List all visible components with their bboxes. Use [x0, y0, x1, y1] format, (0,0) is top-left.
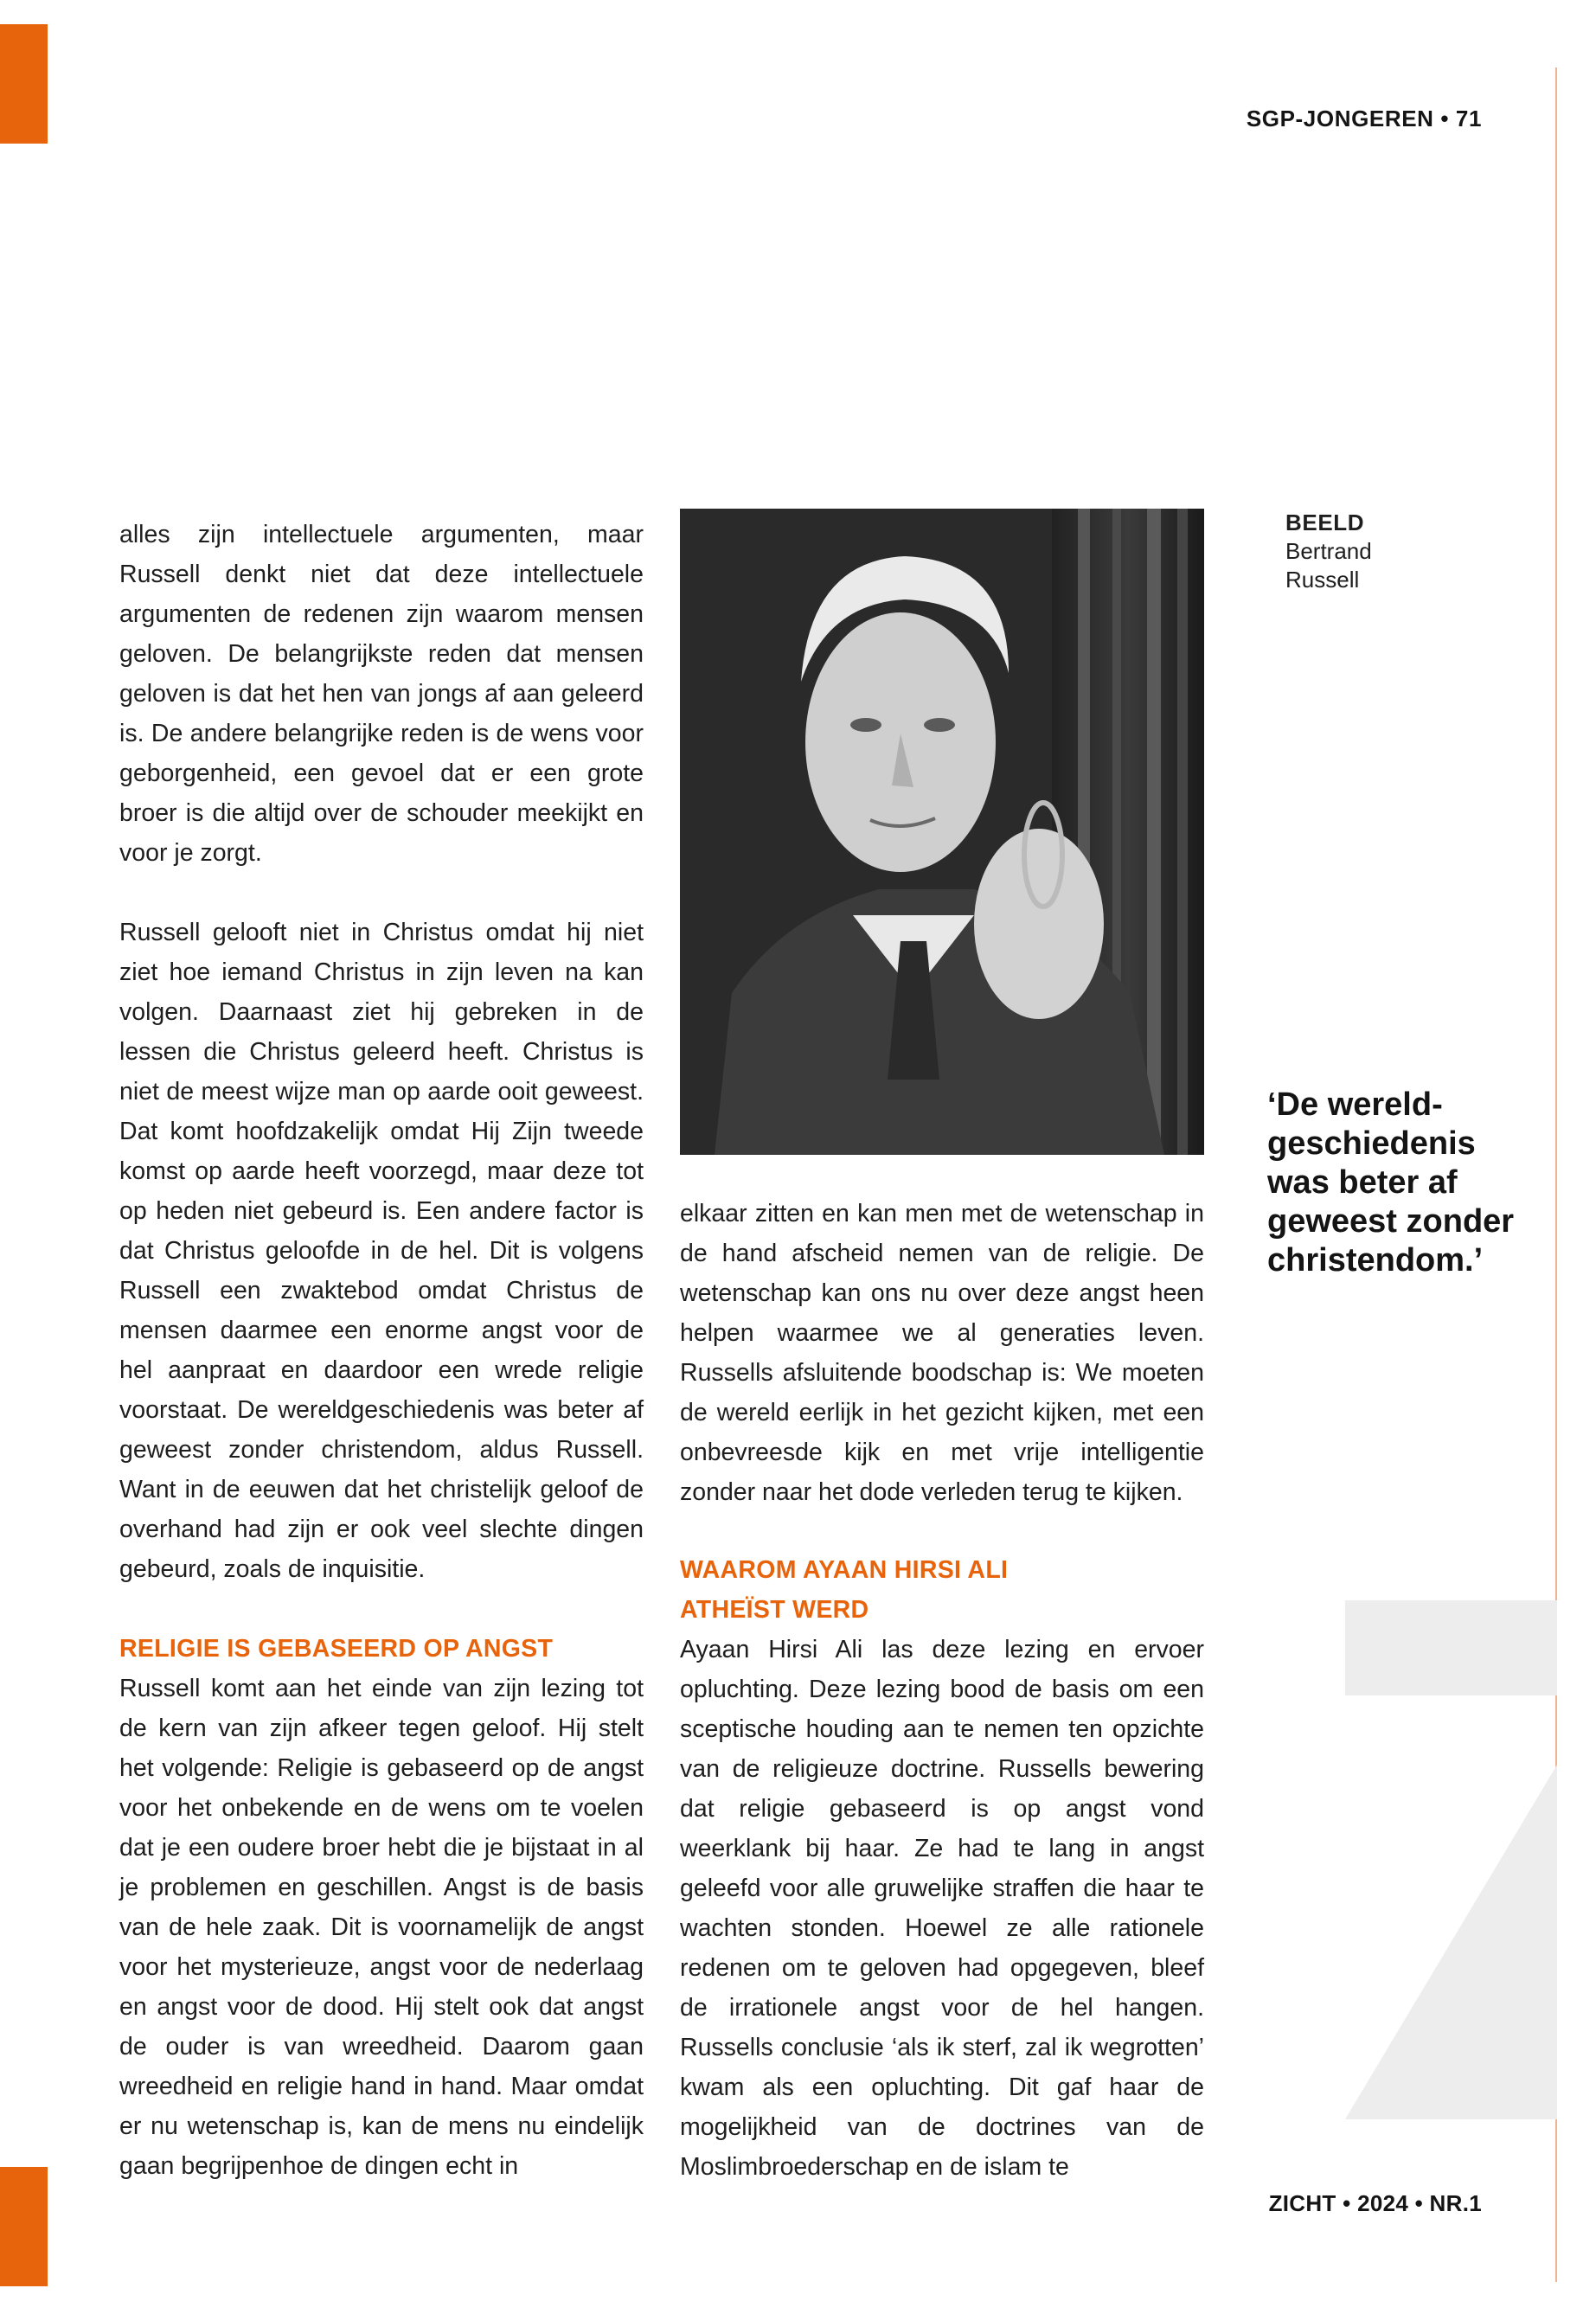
body-paragraph: alles zijn intellectuele argumenten, maar Russell denkt niet dat deze intellectuele argumenten de redenen zijn waarom mensen geloven. De belangrijkste reden dat mensen geloven is dat het hen van jongs af aan geleerd is. De andere belangrijke reden is de wens voor geborgenheid, een gevoel dat er een grote broer is die altijd over de schouder meekijkt en voor je zorgt.: [119, 521, 644, 867]
body-paragraph: elkaar zitten en kan men met de wetenschap in de hand afscheid nemen van de religie. De wetenschap kan ons nu over deze angst heen helpen waarmee we al generaties leven. Russells afsluitende boodschap is: We moeten de wereld eerlijk in het gezicht kijken, met een onbevreesde kijk en met vrije intelligentie zonder naar het dode verleden terug te kijken.: [680, 1200, 1204, 1506]
body-paragraph: Ayaan Hirsi Ali las deze lezing en ervoer opluchting. Deze lezing bood de basis om een sceptische houding aan te nemen ten opzichte van de religieuze doctrine. Russells bewering dat religie gebaseerd is op angst vond weerklank bij haar. Ze had te lang in angst geleefd voor alle gruwelijke straffen die haar te wachten stonden. Hoewel ze alle rationele redenen om te geloven had opgegeven, bleef de irrationele angst voor de hel hangen. Russells conclusie ‘als ik sterf, zal ik wegrotten’ kwam als een opluchting. Dit gaf haar de mogelijkheid van de doctrines van de Moslimbroederschap en de islam te: [680, 1636, 1204, 2181]
caption-label: BEELD: [1285, 510, 1365, 535]
caption-text: Russell: [1285, 567, 1360, 593]
running-header: SGP-JONGEREN • 71: [1246, 106, 1482, 131]
left-column: [119, 515, 644, 2186]
section-heading: ATHEÏST WERD: [680, 1596, 869, 1624]
right-column-bottom: [680, 1550, 1204, 2187]
portrait-photo: [680, 509, 1204, 1155]
portrait-illustration: [680, 509, 1204, 1155]
caption-text: Bertrand: [1285, 538, 1372, 564]
decorative-z-shape: [1345, 1600, 1557, 2119]
pull-quote: ‘De wereld-geschiedenis was beter af geweest zonder christendom.’: [1267, 1086, 1515, 1279]
running-footer: ZICHT • 2024 • NR.1: [1268, 2190, 1482, 2216]
photo-caption: [1285, 509, 1372, 594]
body-paragraph: Russell komt aan het einde van zijn lezing tot de kern van zijn afkeer tegen geloof. Hij stelt het volgende: Religie is gebaseerd op de angst voor het onbekende en de wens om te voelen dat je een oudere broer hebt die je bijstaat in al je problemen en geschillen. Angst is de basis van de hele zaak. Dit is voornamelijk de angst voor het mysterieuze, angst voor de nederlaag en angst voor de dood. Hij stelt ook dat angst de ouder is van wreedheid. Daarom gaan wreedheid en religie hand in hand. Maar omdat er nu wetenschap is, kan de mens nu eindelijk gaan begrijpenhoe de dingen echt in: [119, 1675, 644, 2180]
right-column-top: [680, 1194, 1204, 1512]
section-heading: WAAROM AYAAN HIRSI ALI: [680, 1556, 1009, 1584]
body-paragraph: Russell gelooft niet in Christus omdat hij niet ziet hoe iemand Christus in zijn leven na kan volgen. Daarnaast ziet hij gebreken in de lessen die Christus geleerd heeft. Christus is niet de meest wijze man op aarde ooit geweest. Dat komt hoofdzakelijk omdat Hij Zijn tweede komst op aarde heeft voorzegd, maar deze tot op heden niet gebeurd is. Een andere factor is dat Christus geloofde in de hel. Dit is volgens Russell een zwaktebod omdat Christus de mensen daarmee een enorme angst voor de hel aanpraat en daardoor een wrede religie voorstaat. De wereldgeschiedenis was beter af geweest zonder christendom, aldus Russell. Want in de eeuwen dat het christelijk geloof de overhand had zijn er ook veel slechte dingen gebeurd, zoals de inquisitie.: [119, 919, 644, 1583]
orange-corner-bar-bottom: [0, 2167, 48, 2286]
section-heading: RELIGIE IS GEBASEERD OP ANGST: [119, 1635, 554, 1663]
orange-corner-bar-top: [0, 24, 48, 144]
